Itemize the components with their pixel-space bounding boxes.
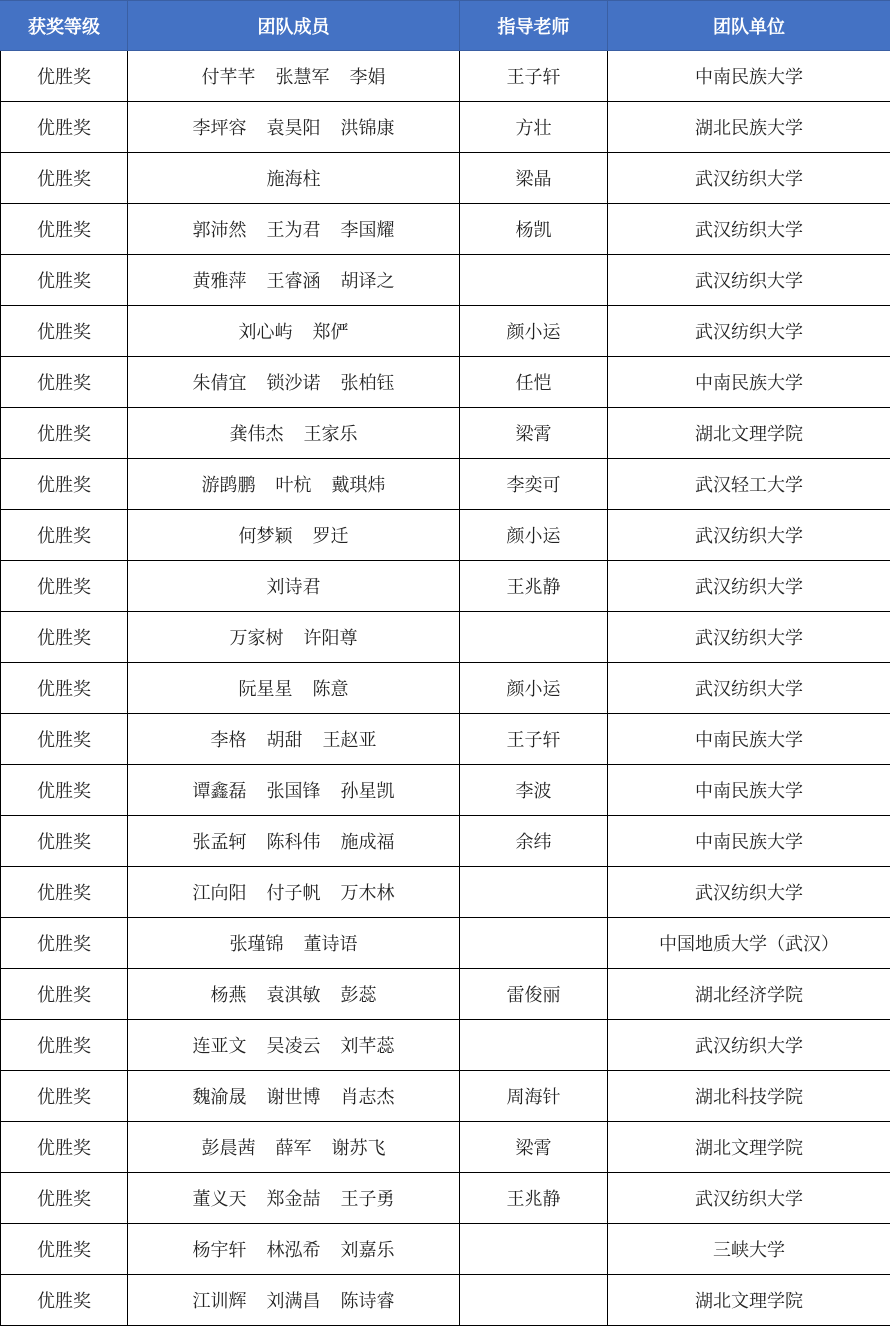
team-members-cell [128,1173,460,1224]
team-member-name: 彭晨茜 [201,1138,256,1159]
team-member-name: 万木林 [340,883,395,904]
advisor-cell: 颜小运 [460,306,608,357]
team-unit-cell: 武汉纺织大学 [608,612,890,663]
advisor-cell [460,1020,608,1071]
team-member-name: 李国耀 [340,220,395,241]
team-member-name: 谭鑫磊 [192,781,247,802]
table-body [1,51,890,1326]
team-member-name: 王子勇 [340,1189,395,1210]
award-level-cell: 优胜奖 [1,1122,128,1173]
team-member-name: 施成福 [340,832,395,853]
team-unit-cell: 武汉纺织大学 [608,153,890,204]
team-members-cell [128,102,460,153]
advisor-cell: 任恺 [460,357,608,408]
team-member-name: 陈科伟 [266,832,321,853]
team-member-name: 彭蕊 [340,985,377,1006]
team-unit-cell: 湖北科技学院 [608,1071,890,1122]
team-member-name: 袁昊阳 [266,118,321,139]
award-level-cell: 优胜奖 [1,510,128,561]
team-unit-cell: 武汉纺织大学 [608,1173,890,1224]
award-level-cell: 优胜奖 [1,714,128,765]
team-members-cell [128,1020,460,1071]
team-member-name: 吴凌云 [266,1036,321,1057]
team-member-name: 锁沙诺 [266,373,321,394]
team-member-name: 何梦颖 [238,526,293,547]
table-row [1,1020,890,1071]
award-level-cell: 优胜奖 [1,663,128,714]
team-member-name: 刘心屿 [238,322,293,343]
team-members-cell [128,816,460,867]
team-member-name: 李格 [210,730,247,751]
advisor-cell: 李奕可 [460,459,608,510]
team-member-name: 叶杭 [275,475,312,496]
team-unit-cell: 武汉轻工大学 [608,459,890,510]
team-members-cell [128,612,460,663]
team-members-cell [128,1224,460,1275]
team-member-name: 谢苏飞 [331,1138,386,1159]
award-level-cell: 优胜奖 [1,1173,128,1224]
advisor-cell [460,867,608,918]
award-level-cell: 优胜奖 [1,612,128,663]
team-unit-cell: 中南民族大学 [608,816,890,867]
table-row [1,306,890,357]
advisor-cell: 余纬 [460,816,608,867]
team-members-cell [128,969,460,1020]
award-level-cell: 优胜奖 [1,51,128,102]
team-members-cell [128,1275,460,1326]
table-row [1,459,890,510]
team-member-name: 袁淇敏 [266,985,321,1006]
advisor-cell: 杨凯 [460,204,608,255]
table-row [1,918,890,969]
team-member-name: 江向阳 [192,883,247,904]
table-row [1,51,890,102]
team-members-cell [128,153,460,204]
advisor-cell: 梁霄 [460,408,608,459]
team-member-name: 张瑾锦 [229,934,284,955]
award-level-cell: 优胜奖 [1,1071,128,1122]
team-unit-cell: 武汉纺织大学 [608,255,890,306]
team-member-name: 江训辉 [192,1291,247,1312]
team-member-name: 刘嘉乐 [340,1240,395,1261]
team-unit-cell: 三峡大学 [608,1224,890,1275]
team-members-cell [128,867,460,918]
team-member-name: 陈意 [312,679,349,700]
team-unit-cell: 湖北文理学院 [608,1122,890,1173]
team-unit-cell: 湖北文理学院 [608,1275,890,1326]
team-members-cell [128,1122,460,1173]
team-member-name: 林泓希 [266,1240,321,1261]
team-member-name: 郑俨 [312,322,349,343]
team-member-name: 陈诗睿 [340,1291,395,1312]
advisor-cell: 周海针 [460,1071,608,1122]
team-members-cell [128,408,460,459]
team-members-cell [128,306,460,357]
team-member-name: 李娟 [349,67,386,88]
team-member-name: 薛军 [275,1138,312,1159]
table-row [1,102,890,153]
team-unit-cell: 武汉纺织大学 [608,306,890,357]
table-row [1,357,890,408]
header-team-members: 团队成员 [128,1,460,51]
advisor-cell [460,255,608,306]
header-row [1,1,890,51]
award-level-cell: 优胜奖 [1,357,128,408]
team-members-cell [128,510,460,561]
team-member-name: 龚伟杰 [229,424,284,445]
team-member-name: 李坪容 [192,118,247,139]
award-level-cell: 优胜奖 [1,255,128,306]
team-unit-cell: 武汉纺织大学 [608,510,890,561]
team-member-name: 张国锋 [266,781,321,802]
team-members-cell [128,1071,460,1122]
team-members-cell [128,561,460,612]
table-row [1,1173,890,1224]
team-member-name: 肖志杰 [340,1087,395,1108]
team-unit-cell: 中南民族大学 [608,357,890,408]
advisor-cell: 王兆静 [460,561,608,612]
team-member-name: 施海柱 [266,169,321,190]
award-level-cell: 优胜奖 [1,969,128,1020]
table-row [1,1275,890,1326]
header-advisor: 指导老师 [460,1,608,51]
team-unit-cell: 湖北经济学院 [608,969,890,1020]
advisor-cell: 颜小运 [460,663,608,714]
table-row [1,1071,890,1122]
award-level-cell: 优胜奖 [1,459,128,510]
advisor-cell [460,918,608,969]
table-row [1,1122,890,1173]
table-row [1,1224,890,1275]
table-row [1,612,890,663]
award-level-cell: 优胜奖 [1,1275,128,1326]
award-level-cell: 优胜奖 [1,306,128,357]
advisor-cell: 雷俊丽 [460,969,608,1020]
team-members-cell [128,714,460,765]
team-unit-cell: 武汉纺织大学 [608,204,890,255]
advisor-cell [460,1224,608,1275]
team-member-name: 黄雅萍 [192,271,247,292]
team-member-name: 胡甜 [266,730,303,751]
team-member-name: 杨燕 [210,985,247,1006]
team-member-name: 张孟轲 [192,832,247,853]
team-unit-cell: 武汉纺织大学 [608,867,890,918]
advisor-cell: 梁霄 [460,1122,608,1173]
team-member-name: 王睿涵 [266,271,321,292]
team-member-name: 魏渝晟 [192,1087,247,1108]
team-member-name: 戴琪炜 [331,475,386,496]
team-member-name: 张柏钰 [340,373,395,394]
advisor-cell: 李波 [460,765,608,816]
team-members-cell [128,765,460,816]
table-row [1,408,890,459]
team-member-name: 王家乐 [303,424,358,445]
team-unit-cell: 湖北民族大学 [608,102,890,153]
header-award-level: 获奖等级 [1,1,128,51]
team-member-name: 连亚文 [192,1036,247,1057]
team-member-name: 董诗语 [303,934,358,955]
award-level-cell: 优胜奖 [1,102,128,153]
team-unit-cell: 中国地质大学（武汉） [608,918,890,969]
team-unit-cell: 中南民族大学 [608,714,890,765]
team-member-name: 郭沛然 [192,220,247,241]
team-member-name: 万家树 [229,628,284,649]
team-member-name: 胡译之 [340,271,395,292]
team-members-cell [128,51,460,102]
table-row [1,867,890,918]
table-row [1,969,890,1020]
award-level-cell: 优胜奖 [1,408,128,459]
award-level-cell: 优胜奖 [1,918,128,969]
table-row [1,153,890,204]
advisor-cell: 王子轩 [460,51,608,102]
team-members-cell [128,918,460,969]
table-row [1,255,890,306]
advisor-cell: 梁晶 [460,153,608,204]
table-row [1,663,890,714]
header-team-unit: 团队单位 [608,1,890,51]
advisor-cell: 方壮 [460,102,608,153]
award-level-cell: 优胜奖 [1,1020,128,1071]
team-member-name: 阮星星 [238,679,293,700]
team-members-cell [128,357,460,408]
team-members-cell [128,255,460,306]
team-member-name: 洪锦康 [340,118,395,139]
team-member-name: 刘诗君 [266,577,321,598]
advisor-cell: 颜小运 [460,510,608,561]
award-level-cell: 优胜奖 [1,561,128,612]
table-row [1,714,890,765]
team-members-cell [128,204,460,255]
team-member-name: 孙星凯 [340,781,395,802]
team-member-name: 许阳尊 [303,628,358,649]
team-unit-cell: 武汉纺织大学 [608,1020,890,1071]
team-member-name: 刘芊蕊 [340,1036,395,1057]
team-members-cell [128,663,460,714]
table-row [1,816,890,867]
team-member-name: 王为君 [266,220,321,241]
table-row [1,510,890,561]
team-unit-cell: 中南民族大学 [608,765,890,816]
award-level-cell: 优胜奖 [1,153,128,204]
team-member-name: 张慧军 [275,67,330,88]
team-member-name: 董义天 [192,1189,247,1210]
award-level-cell: 优胜奖 [1,204,128,255]
team-member-name: 付芊芊 [201,67,256,88]
team-members-cell [128,459,460,510]
team-member-name: 郑金喆 [266,1189,321,1210]
team-member-name: 杨宇轩 [192,1240,247,1261]
award-level-cell: 优胜奖 [1,1224,128,1275]
team-unit-cell: 湖北文理学院 [608,408,890,459]
team-member-name: 谢世博 [266,1087,321,1108]
table-header [1,1,890,51]
advisor-cell: 王兆静 [460,1173,608,1224]
team-member-name: 罗迁 [312,526,349,547]
team-member-name: 游鹍鹏 [201,475,256,496]
team-unit-cell: 中南民族大学 [608,51,890,102]
team-unit-cell: 武汉纺织大学 [608,663,890,714]
advisor-cell [460,612,608,663]
award-level-cell: 优胜奖 [1,765,128,816]
team-member-name: 付子帆 [266,883,321,904]
team-unit-cell: 武汉纺织大学 [608,561,890,612]
award-level-cell: 优胜奖 [1,867,128,918]
team-member-name: 王赵亚 [322,730,377,751]
advisor-cell [460,1275,608,1326]
table-row [1,561,890,612]
table-row [1,204,890,255]
table-row [1,765,890,816]
award-level-cell: 优胜奖 [1,816,128,867]
team-member-name: 刘满昌 [266,1291,321,1312]
team-member-name: 朱倩宜 [192,373,247,394]
advisor-cell: 王子轩 [460,714,608,765]
